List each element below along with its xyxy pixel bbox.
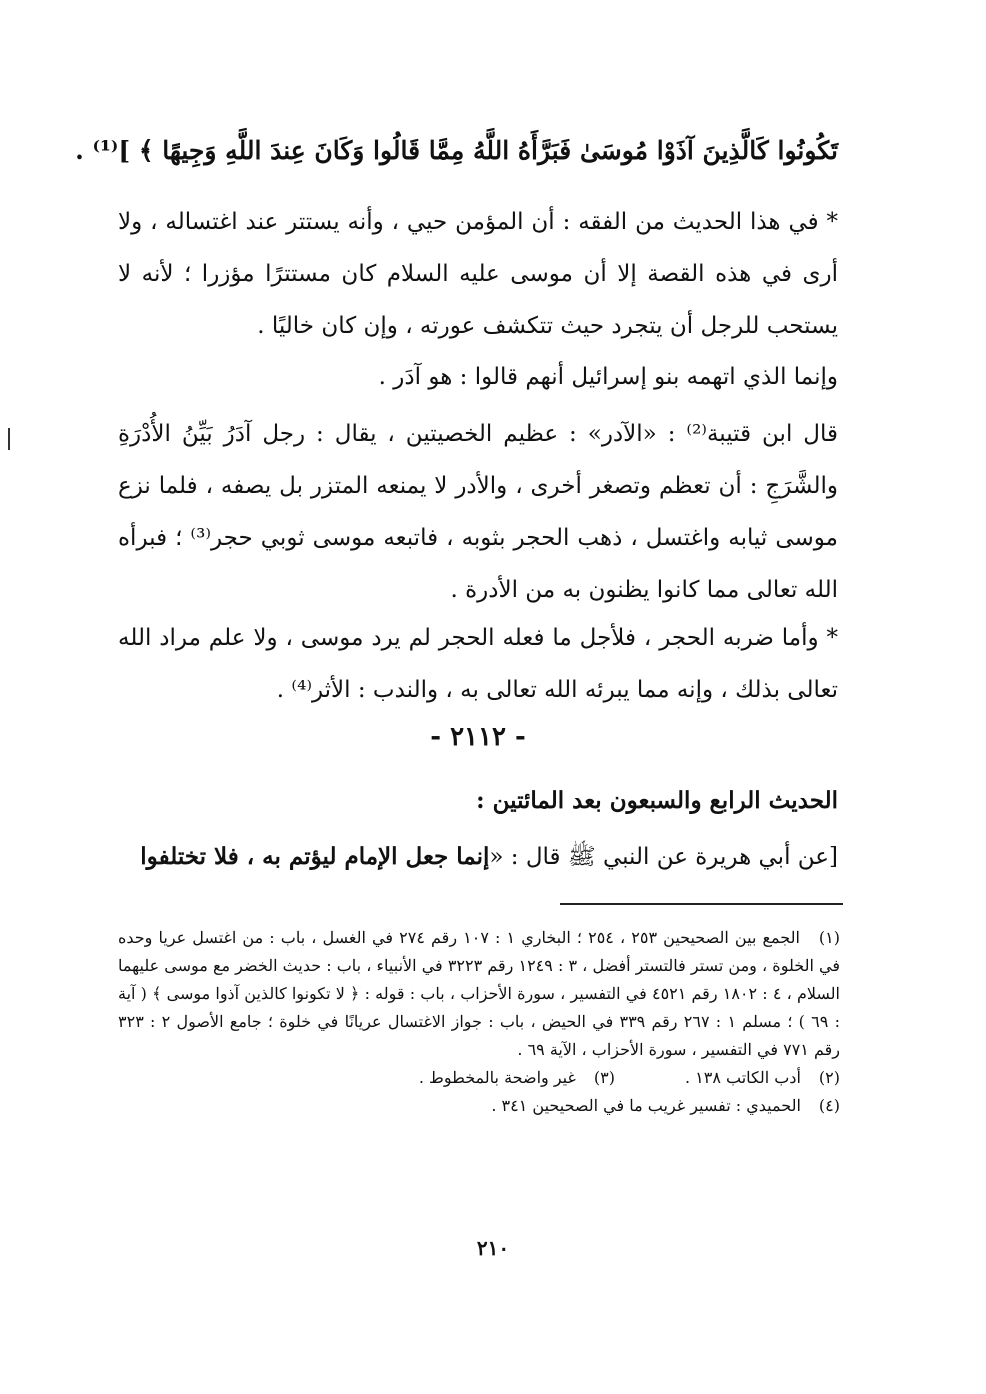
footnote-3-text: غير واضحة بالمخطوط . [418, 1068, 576, 1087]
footnote-divider [560, 903, 843, 905]
footnote-2-3-row [118, 1064, 840, 1092]
hadith-opening [118, 834, 838, 880]
footnote-2 [685, 1064, 840, 1092]
hadith-opening-plain: [عن أبي هريرة عن النبي ﷺ قال : « [489, 844, 838, 870]
paragraph-accusation: وإنما الذي اتهمه بنو إسرائيل أنهم قالوا : هو آدَر . [378, 364, 838, 390]
footnote-4-number: (٤) [818, 1096, 840, 1115]
quran-verse-line: تَكُونُوا كَالَّذِينَ آذَوْا مُوسَىٰ فَبَرَّأَهُ اللَّهُ مِمَّا قَالُوا وَكَانَ عِندَ اللَّهِ وَجِيهًا ﴾ ]⁽¹⁾ . [75, 136, 838, 165]
footnote-1 [118, 924, 840, 1064]
hadith-number-heading: - ٢١١٢ - [430, 722, 526, 752]
footnote-1-number: (١) [818, 928, 841, 947]
page-number: ٢١٠ [476, 1236, 510, 1260]
paragraph-fiqh: * في هذا الحديث من الفقه : أن المؤمن حيي ، وأنه يستتر عند اغتساله ، ولا أرى في هذه القصة إلا أن موسى عليه السلام كان مستترًا مؤزرا ؛ لأنه لا يستحب للرجل أن يتجرد حيث تتكشف عورته ، وإن كان خاليًا . [118, 209, 838, 339]
hadith-opening-bold: إنما جعل الإمام ليؤتم به ، فلا تختلفوا [140, 843, 490, 870]
footnote-4 [118, 1092, 840, 1120]
footnote-1-text: الجمع بين الصحيحين ٢٥٣ ، ٢٥٤ ؛ البخاري ١ : ١٠٧ رقم ٢٧٤ في الغسل ، باب : من اغتسل عريا وحده في الخلوة ، ومن تستر فالتستر أفضل ، ٣ : ١٢٤٩ رقم ٣٢٢٣ في الأنبياء ، باب : حديث الخضر مع موسى عليهما السلام ، ٤ : ١٨٠٢ رقم ٤٥٢١ في التفسير ، سورة الأحزاب ، باب : قوله : ﴿ لا تكونوا كالذين آذوا موسى ﴾ ( آية : ٦٩ ) ؛ مسلم ١ : ٢٦٧ رقم ٣٣٩ في الحيض ، باب : جواز الاغتسال عريانًا في خلوة ؛ جامع الأصول ٢ : ٣٢٣ رقم ٧٧١ في التفسير ، سورة الأحزاب ، الآية ٦٩ . [118, 928, 841, 1059]
footnotes-section [118, 924, 840, 1120]
footnote-3 [419, 1064, 615, 1092]
paragraph-ibn-qutaiba: قال ابن قتيبة⁽²⁾ : «الآدر» : عظيم الخصيتين ، يقال : رجل آدَرُ بَيِّنُ الأُدْرَةِ والشَّرَجِ : أن تعظم وتصغر أخرى ، والأدر لا يمنعه المتزر بل يصفه ، فلما نزع موسى ثيابه واغتسل ، ذهب الحجر بثوبه ، فاتبعه موسى ثوبي حجر⁽³⁾ ؛ فبرأه الله تعالى مما كانوا يظنون به من الأدرة . [118, 421, 839, 603]
footnote-4-text: الحميدي : تفسير غريب ما في الصحيحين ٣٤١ . [491, 1096, 801, 1115]
hadith-title: الحديث الرابع والسبعون بعد المائتين : [476, 787, 838, 814]
footnote-3-number: (٣) [593, 1068, 615, 1087]
footnote-2-text: أدب الكاتب ١٣٨ . [684, 1068, 801, 1087]
margin-scan-mark [8, 428, 10, 450]
paragraph-striking-stone: * وأما ضربه الحجر ، فلأجل ما فعله الحجر لم يرد موسى ، ولا علم مراد الله تعالى بذلك ، وإنه مما يبرئه الله تعالى به ، والندب : الأثر⁽⁴⁾ . [118, 625, 838, 703]
footnote-2-number: (٢) [818, 1068, 840, 1087]
